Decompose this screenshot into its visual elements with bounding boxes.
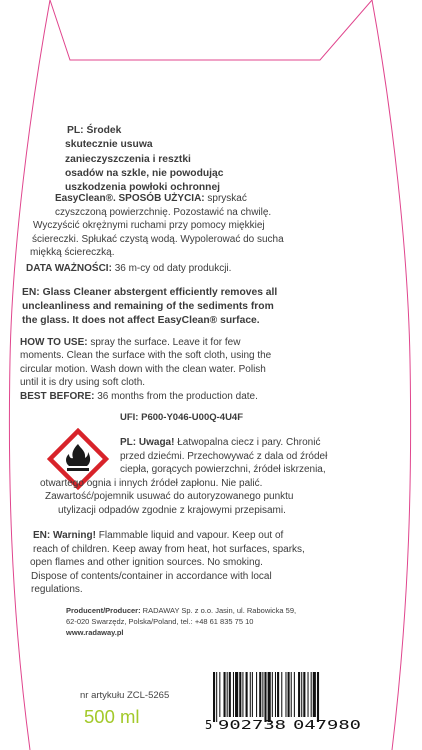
barcode-bar	[268, 672, 271, 722]
barcode-digits	[204, 717, 374, 731]
barcode-icon	[211, 672, 366, 722]
en-warning	[28, 529, 373, 597]
barcode-bar	[303, 672, 305, 717]
barcode-right-group: 047980	[293, 718, 361, 731]
barcode-bar	[256, 672, 257, 717]
pl-description-line: zanieczyszczenia i resztki	[65, 153, 191, 165]
barcode-bar	[224, 672, 226, 717]
pl-warning-line: Zawartość/pojemnik usuwać do autoryzowanego punktu	[45, 491, 294, 502]
en-description-line: uncleanliness and remaining of the sediments from	[22, 300, 274, 312]
en-usage-line: moments. Clean the surface with the soft cloth, using the	[20, 350, 272, 362]
en-usage	[20, 336, 375, 403]
pl-warning-line	[40, 436, 380, 450]
pl-description-line: uszkodzenia powłoki ochronnej	[65, 182, 221, 194]
barcode-bar	[262, 672, 263, 717]
pl-description	[65, 124, 315, 195]
en-warning-line: reach of children. Keep away from heat, hot surfaces, sparks,	[33, 543, 305, 555]
pl-warning-line: przed dziećmi. Przechowywać z dala od źródeł	[120, 450, 328, 462]
barcode-bar	[259, 672, 261, 717]
barcode-first-digit: 5	[205, 718, 213, 731]
pl-usage	[28, 192, 358, 260]
barcode-bar	[285, 672, 286, 717]
en-best-before	[20, 390, 375, 403]
pl-expiry	[26, 262, 231, 275]
barcode-bar	[298, 672, 300, 717]
barcode-bar	[219, 672, 220, 717]
barcode-bar	[277, 672, 279, 717]
ufi-code: UFI: P600-Y046-U00Q-4U4F	[120, 412, 244, 423]
barcode-bar	[281, 672, 282, 717]
en-usage-line	[20, 336, 375, 349]
pl-description-line: PL: Środek	[67, 125, 122, 136]
producer-address: RADAWAY Sp. z o.o. Jasin, ul. Rabowicka 59,	[140, 606, 297, 615]
producer-line	[66, 605, 376, 616]
en-warning-label: EN: Warning!	[33, 530, 96, 541]
pl-usage-line	[28, 192, 358, 206]
producer-website	[66, 627, 376, 638]
pl-warning-label: PL: Uwaga!	[120, 437, 175, 448]
barcode-bar	[308, 672, 309, 717]
en-warning-text: Flammable liquid and vapour. Keep out of	[95, 530, 284, 541]
barcode-bar	[252, 672, 253, 717]
producer-label: Producent/Producer:	[66, 606, 141, 615]
pl-brand-usage-label: EasyClean®. SPOSÓB UŻYCIA:	[55, 193, 205, 204]
barcode-bar	[235, 672, 238, 717]
en-usage-line: circular motion. Wash down with the clean water. Polish	[20, 363, 266, 375]
producer-line: 62-020 Swarzędz, Polska/Poland, tel.: +48 61 835 75 10	[66, 617, 254, 626]
barcode-bar	[313, 672, 316, 717]
barcode-left-group: 902738	[218, 718, 286, 731]
en-usage-line: until it is dry using soft cloth.	[20, 377, 146, 389]
en-warning-line: regulations.	[31, 584, 83, 595]
en-best-before-label: BEST BEFORE:	[20, 390, 95, 402]
producer-info	[66, 605, 376, 638]
barcode-bar	[216, 672, 217, 722]
pl-expiry-label: DATA WAŻNOŚCI:	[26, 263, 112, 274]
barcode-bar	[288, 672, 290, 717]
pl-description-line: skutecznie usuwa	[65, 139, 153, 151]
en-warning-line	[28, 529, 373, 543]
producer-website-text: www.radaway.pl	[66, 628, 124, 637]
barcode-bar	[242, 672, 243, 717]
barcode-bar	[239, 672, 241, 717]
barcode-bar	[213, 672, 215, 722]
pl-warning-line: otwartego ognia i innych źródeł zapłonu. Nie palić.	[40, 477, 263, 489]
pl-usage-line: ściereczki. Spłukać czystą wodą. Wypolerować do sucha	[32, 233, 284, 245]
pl-expiry-text: 36 m-cy od daty produkcji.	[111, 263, 232, 274]
pl-usage-line: czyszczoną powierzchnię. Pozostawić na chwilę.	[55, 206, 272, 218]
en-usage-label: HOW TO USE:	[20, 337, 88, 348]
pl-usage-text: spryskać	[204, 193, 247, 204]
barcode-bar	[227, 672, 228, 717]
barcode-bar	[291, 672, 292, 717]
en-usage-text: spray the surface. Leave it for few	[87, 337, 241, 348]
pl-usage-line: miękką ściereczką.	[30, 247, 115, 259]
en-warning-line: open flames and other ignition sources. No smoking.	[30, 557, 263, 568]
barcode-bar	[250, 672, 251, 717]
en-best-before-text: 36 months from the production date.	[94, 390, 258, 402]
pl-usage-line: Wyczyścić okrężnymi ruchami przy pomocy miękkiej	[33, 220, 265, 232]
pl-warning-line: utylizacji odpadów zgodnie z krajowymi przepisami.	[58, 504, 286, 516]
barcode-bar	[264, 672, 266, 722]
en-description	[22, 286, 367, 327]
volume: 500 ml	[84, 706, 140, 727]
barcode-bar	[317, 672, 319, 722]
barcode-bar	[272, 672, 273, 717]
en-description-line: the glass. It does not affect EasyClean® surface.	[22, 314, 260, 326]
barcode-bar	[311, 672, 312, 717]
pl-warning-line: ciepła, gorących powierzchni, źródeł iskrzenia,	[120, 464, 326, 475]
pl-warning	[40, 436, 380, 517]
pl-warning-text: Łatwopalna ciecz i pary. Chronić	[174, 437, 321, 448]
en-warning-line: Dispose of contents/container in accordance with local	[31, 570, 272, 582]
barcode-bar	[301, 672, 302, 717]
barcode-bar	[294, 672, 295, 717]
barcode-bar	[229, 672, 231, 717]
barcode-bar	[246, 672, 248, 717]
barcode-bar	[275, 672, 276, 717]
pl-description-line: osadów na szkle, nie powodując	[65, 167, 224, 179]
en-description-line: EN: Glass Cleaner abstergent efficiently removes all	[22, 287, 278, 298]
barcode-bar	[233, 672, 234, 717]
article-number: nr artykułu ZCL-5265	[80, 690, 170, 701]
